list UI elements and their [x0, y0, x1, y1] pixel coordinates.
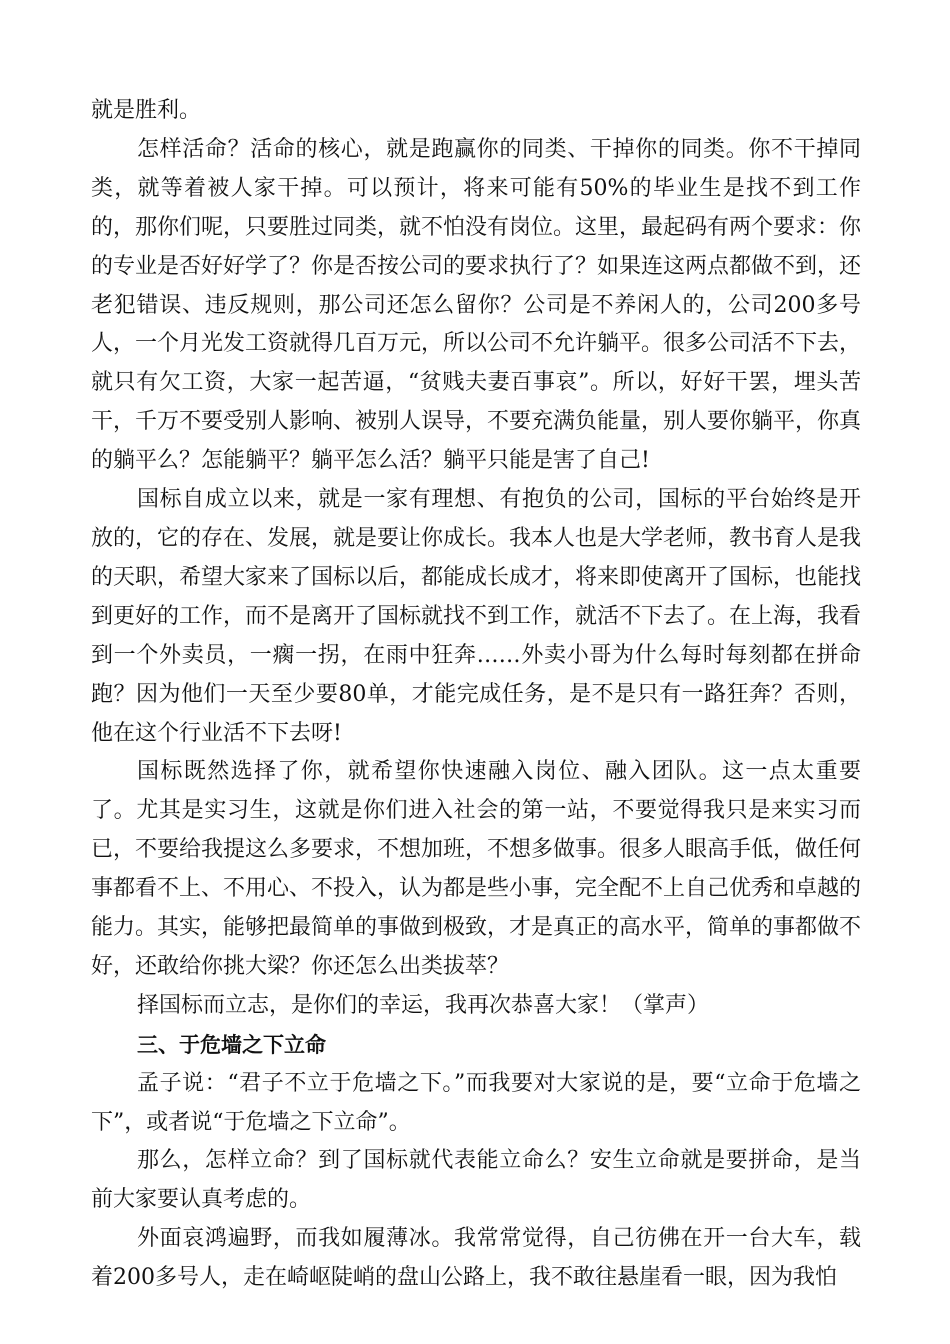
- section-heading: 三、于危墙之下立命: [137, 1032, 326, 1057]
- paragraph-driving-truck: 外面哀鸿遍野，而我如履薄冰。我常常觉得，自己彷佛在开一台大车，载着200多号人，走在崎岖陡峭的盘山公路上，我不敢往悬崖看一眼，因为我怕: [91, 1226, 861, 1291]
- paragraph-survival: 怎样活命？活命的核心，就是跑赢你的同类、干掉你的同类。你不干掉同类，就等着被人家干掉。可以预计，将来可能有50%的毕业生是找不到工作的，那你们呢，只要胜过同类，就不怕没有岗位。这里，最起码有两个要求：你的专业是否好好学了？你是否按公司的要求执行了？如果连这两点都做不到，还老犯错误、违反规则，那公司还怎么留你？公司是不养闲人的，公司200多号人，一个月光发工资就得几百万元，所以公司不允许躺平。很多公司活不下去，就只有欠工资，大家一起苦逼，“贫贱夫妻百事哀”。所以，好好干罢，埋头苦干，千万不要受别人影响、被别人误导，不要充满负能量，别人要你躺平，你真的躺平么？怎能躺平？躺平怎么活？躺平只能是害了自己!: [91, 136, 862, 474]
- paragraph-how-to-stand: 那么，怎样立命？到了国标就代表能立命么？安生立命就是要拼命，是当前大家要认真考虑的。: [91, 1148, 861, 1213]
- paragraph-mencius: 孟子说：“君子不立于危墙之下。”而我要对大家说的是，要“立命于危墙之下”，或者说“于危墙之下立命”。: [91, 1070, 861, 1135]
- paragraph-congratulations: 择国标而立志，是你们的幸运，我再次恭喜大家！（掌声）: [137, 992, 710, 1018]
- paragraph-continuation: 就是胜利。: [91, 98, 202, 123]
- document-body: [91, 92, 861, 1298]
- paragraph-integration: 国标既然选择了你，就希望你快速融入岗位、融入团队。这一点太重要了。尤其是实习生，这就是你们进入社会的第一站，不要觉得我只是来实习而已，不要给我提这么多要求，不想加班，不想多做事。很多人眼高手低，做任何事都看不上、不用心、不投入，认为都是些小事，完全配不上自己优秀和卓越的能力。其实，能够把最简单的事做到极致，才是真正的高水平，简单的事都做不好，还敢给你挑大梁？你还怎么出类拔萃？: [91, 759, 862, 979]
- paragraph-company-platform: 国标自成立以来，就是一家有理想、有抱负的公司，国标的平台始终是开放的，它的存在、发展，就是要让你成长。我本人也是大学老师，教书育人是我的天职，希望大家来了国标以后，都能成长成才，将来即使离开了国标，也能找到更好的工作，而不是离开了国标就找不到工作，就活不下去了。在上海，我看到一个外卖员，一瘸一拐，在雨中狂奔……外卖小哥为什么每时每刻都在拼命跑？因为他们一天至少要80单，才能完成任务，是不是只有一路狂奔？否则，他在这个行业活不下去呀!: [91, 487, 862, 746]
